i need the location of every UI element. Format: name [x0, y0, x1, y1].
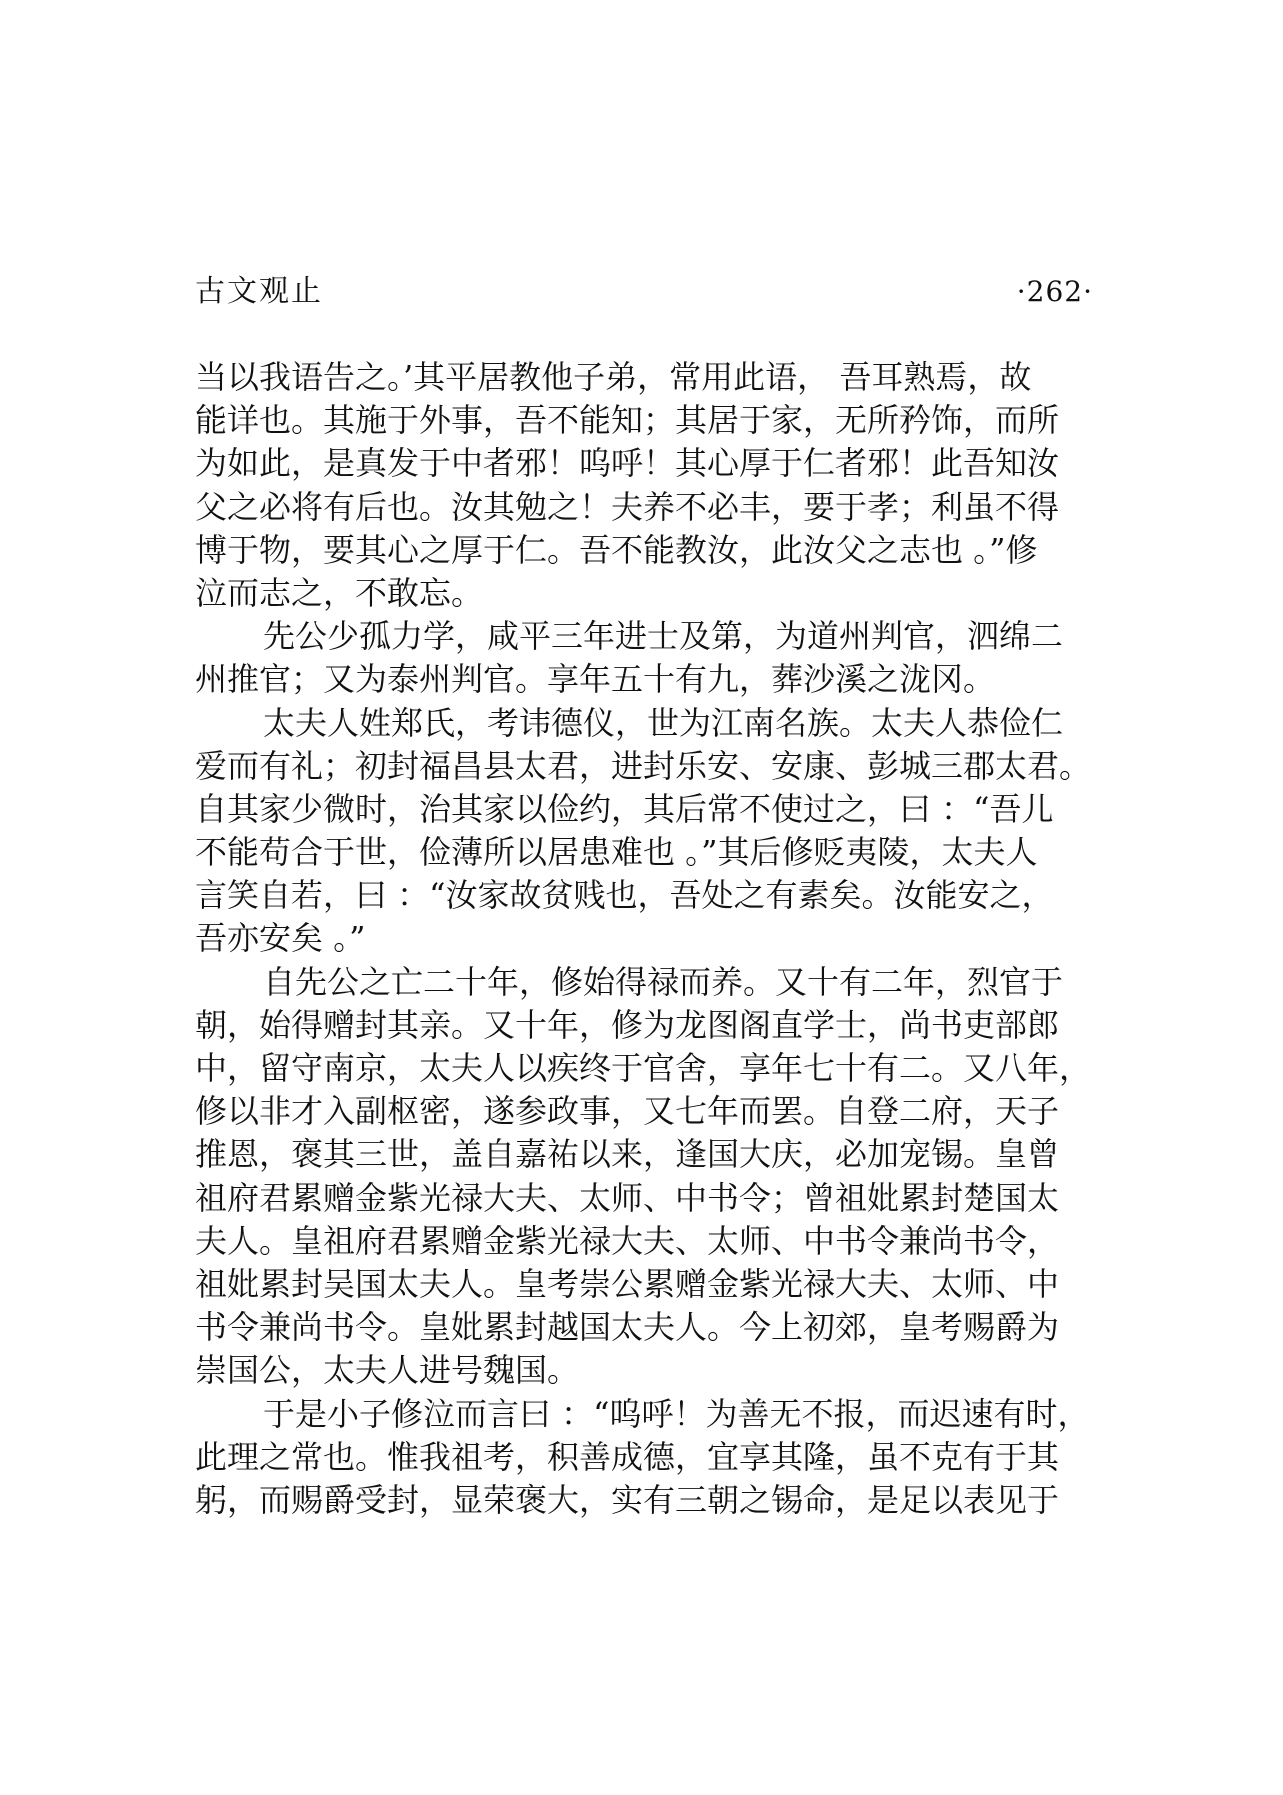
text-line: 能详也。其施于外事，吾不能知；其居于家，无所矜饰，而所: [195, 401, 1060, 440]
text-line: 州推官；又为泰州判官。享年五十有九，葬沙溪之泷冈。: [195, 660, 996, 699]
text-line: 先公少孤力学，咸平三年进士及第，为道州判官，泗绵二: [263, 617, 1064, 656]
page-number: ·262·: [1016, 275, 1093, 308]
text-line: 祖妣累封吴国太夫人。皇考崇公累赠金紫光禄大夫、太师、中: [195, 1264, 1060, 1303]
text-line: 吾亦安矣 。”: [195, 919, 366, 958]
book-title: 古文观止: [195, 274, 323, 309]
text-line: 不能苟合于世，俭薄所以居患难也 。”其后修贬夷陵，太夫人: [195, 833, 1038, 872]
text-line: 中，留守南京，太夫人以疾终于官舍，享年七十有二。又八年，: [195, 1049, 1092, 1087]
text-line: 朝，始得赠封其亲。又十年，修为龙图阁直学士，尚书吏部郎: [195, 1005, 1060, 1044]
text-line: 自其家少微时，治其家以俭约，其后常不使过之，曰 ：“吾儿: [195, 789, 1054, 828]
text-line: 当以我语告之。’其平居教他子弟，常用此语， 吾耳熟焉，故: [195, 358, 1032, 396]
text-line: 泣而志之，不敢忘。: [195, 573, 484, 612]
body-text: [195, 356, 1105, 1522]
text-line: 夫人。皇祖府君累赠金紫光禄大夫、太师、中书令兼尚书令，: [195, 1221, 1060, 1260]
text-line: 修以非才入副枢密，遂参政事，又七年而罢。自登二府，天子: [195, 1092, 1060, 1131]
text-line: 推恩，褒其三世，盖自嘉祐以来，逢国大庆，必加宠锡。皇曾: [195, 1135, 1060, 1174]
text-line: 于是小子修泣而言曰 ：“呜呼！为善无不报，而迟速有时，: [263, 1394, 1090, 1433]
text-line: 博于物，要其心之厚于仁。吾不能教汝，此汝父之志也 。”修: [195, 530, 1038, 569]
text-line: 崇国公，太夫人进号魏国。: [195, 1351, 580, 1390]
text-line: 躬，而赐爵受封，显荣褒大，实有三朝之锡命，是足以表见于: [195, 1480, 1060, 1519]
text-line: 书令兼尚书令。皇妣累封越国太夫人。今上初郊，皇考赐爵为: [195, 1308, 1060, 1347]
text-line: 自先公之亡二十年，修始得禄而养。又十有二年，烈官于: [263, 962, 1064, 1001]
text-line: 言笑自若，曰 ：“汝家故贫贱也，吾处之有素矣。汝能安之，: [195, 876, 1054, 915]
text-line: 太夫人姓郑氏，考讳德仪，世为江南名族。太夫人恭俭仁: [263, 703, 1064, 742]
text-line: 为如此，是真发于中者邪！呜呼！其心厚于仁者邪！此吾知汝: [195, 444, 1060, 483]
page-header: [195, 270, 1093, 314]
text-line: 爱而有礼；初封福昌县太君，进封乐安、安康、彭城三郡太君。: [195, 746, 1092, 785]
text-line: 父之必将有后也。汝其勉之！夫养不必丰，要于孝；利虽不得: [195, 487, 1060, 526]
text-line: 此理之常也。惟我祖考，积善成德，宜享其隆，虽不克有于其: [195, 1437, 1060, 1476]
text-line: 祖府君累赠金紫光禄大夫、太师、中书令；曾祖妣累封楚国太: [195, 1178, 1060, 1217]
